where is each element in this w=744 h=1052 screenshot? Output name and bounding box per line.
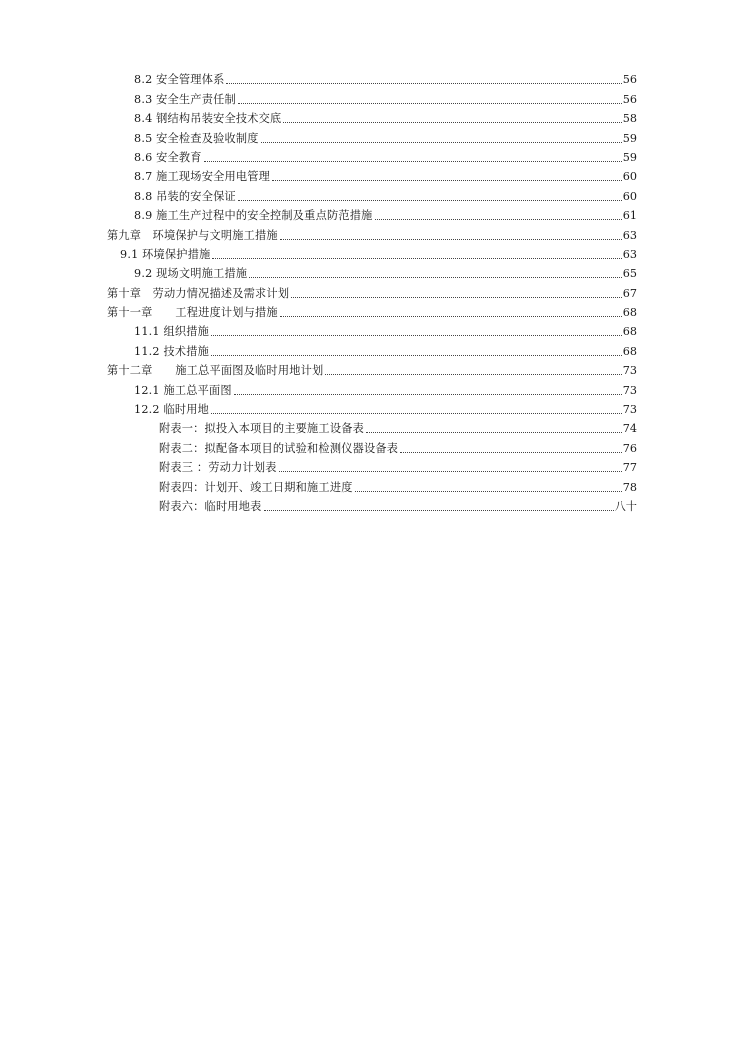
toc-entry[interactable] bbox=[107, 146, 637, 165]
toc-dot-leader bbox=[283, 122, 621, 123]
toc-entry-title: 11.1 组织措施 bbox=[134, 325, 210, 339]
toc-entry-page-number: 58 bbox=[622, 112, 637, 126]
toc-dot-leader bbox=[234, 394, 622, 395]
toc-entry-page-number: 67 bbox=[622, 286, 637, 300]
toc-entry[interactable] bbox=[107, 204, 637, 223]
toc-entry-title: 第十一章 工程进度计划与措施 bbox=[107, 306, 278, 320]
toc-entry[interactable] bbox=[107, 184, 637, 203]
toc-entry-title: 附表六：临时用地表 bbox=[159, 499, 262, 513]
toc-dot-leader bbox=[400, 452, 622, 453]
toc-entry[interactable] bbox=[107, 107, 637, 126]
toc-entry-page-number: 56 bbox=[622, 73, 637, 87]
toc-dot-leader bbox=[238, 200, 622, 201]
toc-entry[interactable] bbox=[107, 301, 637, 320]
toc-entry-page-number: 73 bbox=[622, 383, 637, 397]
toc-dot-leader bbox=[280, 239, 622, 240]
toc-entry[interactable] bbox=[107, 417, 637, 436]
toc-dot-leader bbox=[249, 277, 622, 278]
toc-entry[interactable] bbox=[107, 262, 637, 281]
toc-dot-leader bbox=[264, 510, 614, 511]
toc-entry-title: 8.6 安全教育 bbox=[134, 150, 202, 164]
toc-entry-title: 附表二：拟配备本项目的试验和检测仪器设备表 bbox=[159, 441, 399, 455]
toc-dot-leader bbox=[280, 316, 622, 317]
toc-entry-page-number: 73 bbox=[622, 364, 637, 378]
toc-entry-page-number: 59 bbox=[622, 131, 637, 145]
toc-entry[interactable] bbox=[107, 436, 637, 455]
toc-entry[interactable] bbox=[107, 126, 637, 145]
toc-dot-leader bbox=[226, 83, 621, 84]
toc-dot-leader bbox=[279, 471, 622, 472]
toc-entry[interactable] bbox=[107, 223, 637, 242]
toc-dot-leader bbox=[261, 142, 622, 143]
toc-entry-page-number: 56 bbox=[622, 92, 637, 106]
toc-dot-leader bbox=[272, 180, 622, 181]
toc-entry[interactable] bbox=[107, 68, 637, 87]
toc-entry-title: 第九章 环境保护与文明施工措施 bbox=[107, 228, 278, 242]
toc-entry-title: 12.2 临时用地 bbox=[134, 403, 210, 417]
toc-entry-page-number: 八十 bbox=[614, 499, 637, 513]
toc-entry[interactable] bbox=[107, 398, 637, 417]
toc-entry[interactable] bbox=[107, 475, 637, 494]
toc-entry-page-number: 68 bbox=[622, 306, 637, 320]
toc-entry-page-number: 60 bbox=[622, 189, 637, 203]
toc-entry-title: 附表四：计划开、竣工日期和施工进度 bbox=[159, 480, 353, 494]
toc-entry-page-number: 60 bbox=[622, 170, 637, 184]
toc-entry[interactable] bbox=[107, 495, 637, 514]
toc-entry-title: 12.1 施工总平面图 bbox=[134, 383, 232, 397]
toc-entry-title: 第十章 劳动力情况描述及需求计划 bbox=[107, 286, 290, 300]
toc-entry[interactable] bbox=[107, 281, 637, 300]
toc-entry-title: 8.2 安全管理体系 bbox=[134, 73, 225, 87]
toc-dot-leader bbox=[291, 297, 622, 298]
toc-entry-page-number: 59 bbox=[622, 150, 637, 164]
toc-entry-page-number: 65 bbox=[622, 267, 637, 281]
toc-entry-title: 8.5 安全检查及验收制度 bbox=[134, 131, 259, 145]
toc-entry-page-number: 76 bbox=[622, 441, 637, 455]
toc-entry-page-number: 63 bbox=[622, 228, 637, 242]
toc-entry-title: 第十二章 施工总平面图及临时用地计划 bbox=[107, 364, 324, 378]
toc-entry-title: 8.7 施工现场安全用电管理 bbox=[134, 170, 271, 184]
toc-entry-title: 附表一：拟投入本项目的主要施工设备表 bbox=[159, 422, 364, 436]
toc-dot-leader bbox=[375, 219, 622, 220]
toc-dot-leader bbox=[211, 413, 622, 414]
toc-entry-page-number: 74 bbox=[622, 422, 637, 436]
toc-dot-leader bbox=[366, 432, 622, 433]
toc-entry-page-number: 63 bbox=[622, 247, 637, 261]
toc-entry-title: 8.9 施工生产过程中的安全控制及重点防范措施 bbox=[134, 209, 373, 223]
toc-dot-leader bbox=[211, 355, 622, 356]
toc-entry-page-number: 78 bbox=[622, 480, 637, 494]
toc-entry-title: 11.2 技术措施 bbox=[134, 344, 210, 358]
table-of-contents bbox=[107, 68, 637, 514]
toc-entry[interactable] bbox=[107, 456, 637, 475]
toc-entry-title: 附表三 ：劳动力计划表 bbox=[159, 461, 277, 475]
toc-entry-title: 8.3 安全生产责任制 bbox=[134, 92, 236, 106]
toc-entry-title: 8.8 吊装的安全保证 bbox=[134, 189, 236, 203]
toc-entry-title: 9.1 环境保护措施 bbox=[120, 247, 211, 261]
toc-dot-leader bbox=[325, 374, 621, 375]
toc-entry[interactable] bbox=[107, 320, 637, 339]
toc-dot-leader bbox=[212, 258, 621, 259]
toc-entry[interactable] bbox=[107, 339, 637, 358]
toc-entry-page-number: 68 bbox=[622, 344, 637, 358]
toc-entry[interactable] bbox=[107, 378, 637, 397]
toc-entry[interactable] bbox=[107, 359, 637, 378]
toc-entry[interactable] bbox=[107, 87, 637, 106]
toc-dot-leader bbox=[204, 161, 622, 162]
toc-entry-page-number: 68 bbox=[622, 325, 637, 339]
toc-entry-page-number: 77 bbox=[622, 461, 637, 475]
toc-entry-page-number: 61 bbox=[622, 209, 637, 223]
toc-dot-leader bbox=[238, 103, 622, 104]
toc-entry-page-number: 73 bbox=[622, 403, 637, 417]
toc-entry[interactable] bbox=[107, 243, 637, 262]
toc-entry[interactable] bbox=[107, 165, 637, 184]
toc-dot-leader bbox=[355, 491, 622, 492]
toc-entry-title: 8.4 钢结构吊装安全技术交底 bbox=[134, 112, 282, 126]
toc-dot-leader bbox=[211, 335, 622, 336]
toc-entry-title: 9.2 现场文明施工措施 bbox=[134, 267, 248, 281]
